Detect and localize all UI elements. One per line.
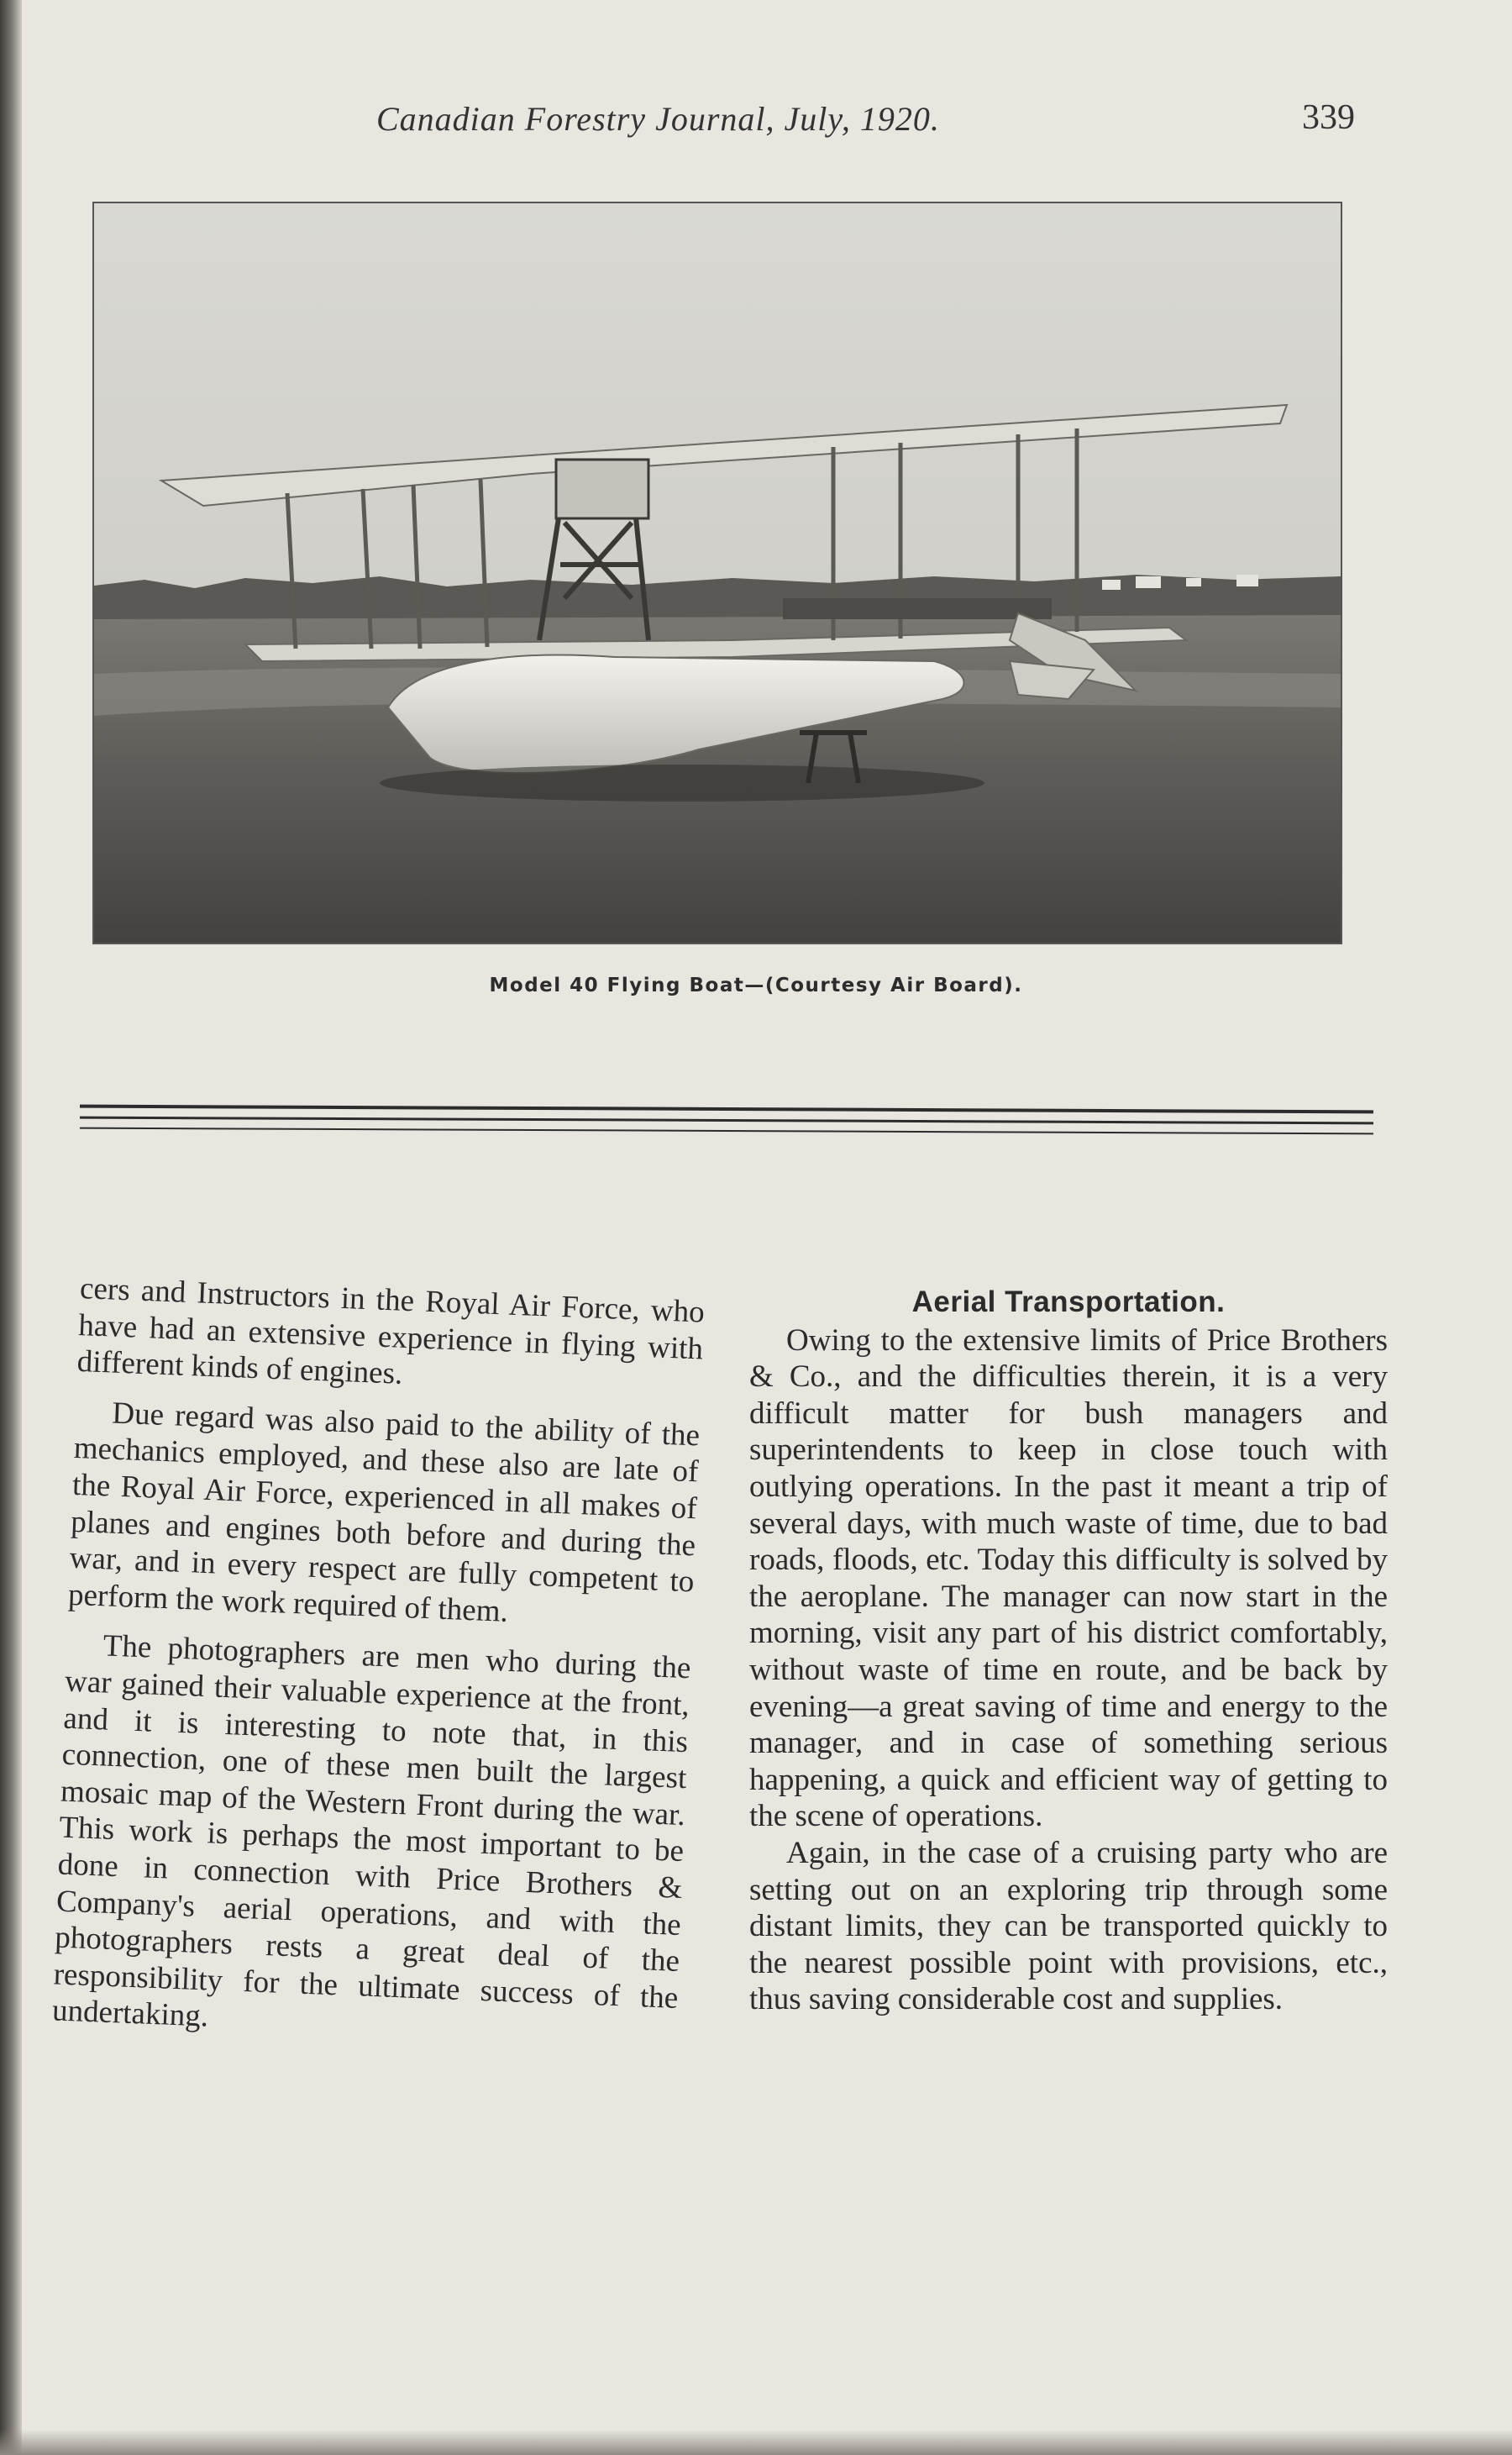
body-paragraph: Owing to the extensive limits of Price Brothers & Co., and the difficulties therein, it is a very difficult matter for bush managers and superintendents to keep in close touch with outlying operations. In the past it meant a trip of several days, with much waste of time, due to bad roads, floods, etc. Today this difficulty is solved by the aeroplane. The manager can now start in the morning, visit any part of his district comfortably, without waste of time en route, and be back by evening—a great saving of time and energy to the manager, and in case of something serious happening, a quick and efficient way of getting to the scene of operations. (749, 1322, 1388, 1834)
left-column (51, 1270, 705, 2053)
divider-rule (80, 1117, 1373, 1125)
body-paragraph: The photographers are men who during the war gained their valuable experience at the front, and it is interesting to note that, in this connection, one of these men built the largest mosaic map of the Western Front during the war. This work is perhaps the most important to be done in connection with Price Brothers & Company's aerial operations, and with the photographers rests a great deal of the responsibility for the ultimate success of the undertaking. (51, 1628, 692, 2034)
right-column (749, 1284, 1388, 2018)
page-number: 339 (1302, 98, 1355, 137)
body-paragraph: Again, in the case of a cruising party who are setting out on an exploring trip through some distant limits, they can be transported quickly to the nearest possible point with provisions, etc., thus saving considerable cost and supplies. (749, 1835, 1388, 2017)
divider-rule (80, 1128, 1373, 1135)
page-edge-shadow (0, 2430, 1512, 2455)
page-gutter-shadow (0, 0, 22, 2455)
section-heading: Aerial Transportation. (911, 1285, 1226, 1318)
divider-rule (80, 1105, 1373, 1114)
flying-boat-photo (92, 202, 1342, 944)
body-paragraph: cers and Instructors in the Royal Air Force, who have had an extensive experience in flying with different kinds of engines. (76, 1270, 706, 1391)
running-head: Canadian Forestry Journal, July, 1920. (376, 100, 940, 138)
photo-caption: Model 40 Flying Boat—(Courtesy Air Board). (489, 975, 1023, 996)
body-paragraph: Due regard was also paid to the ability of the mechanics employed, and these also are late of the Royal Air Force, experienced in all makes of planes and engines both before and during the war, and in every respect are fully competent to perform the work required of them. (67, 1396, 701, 1629)
